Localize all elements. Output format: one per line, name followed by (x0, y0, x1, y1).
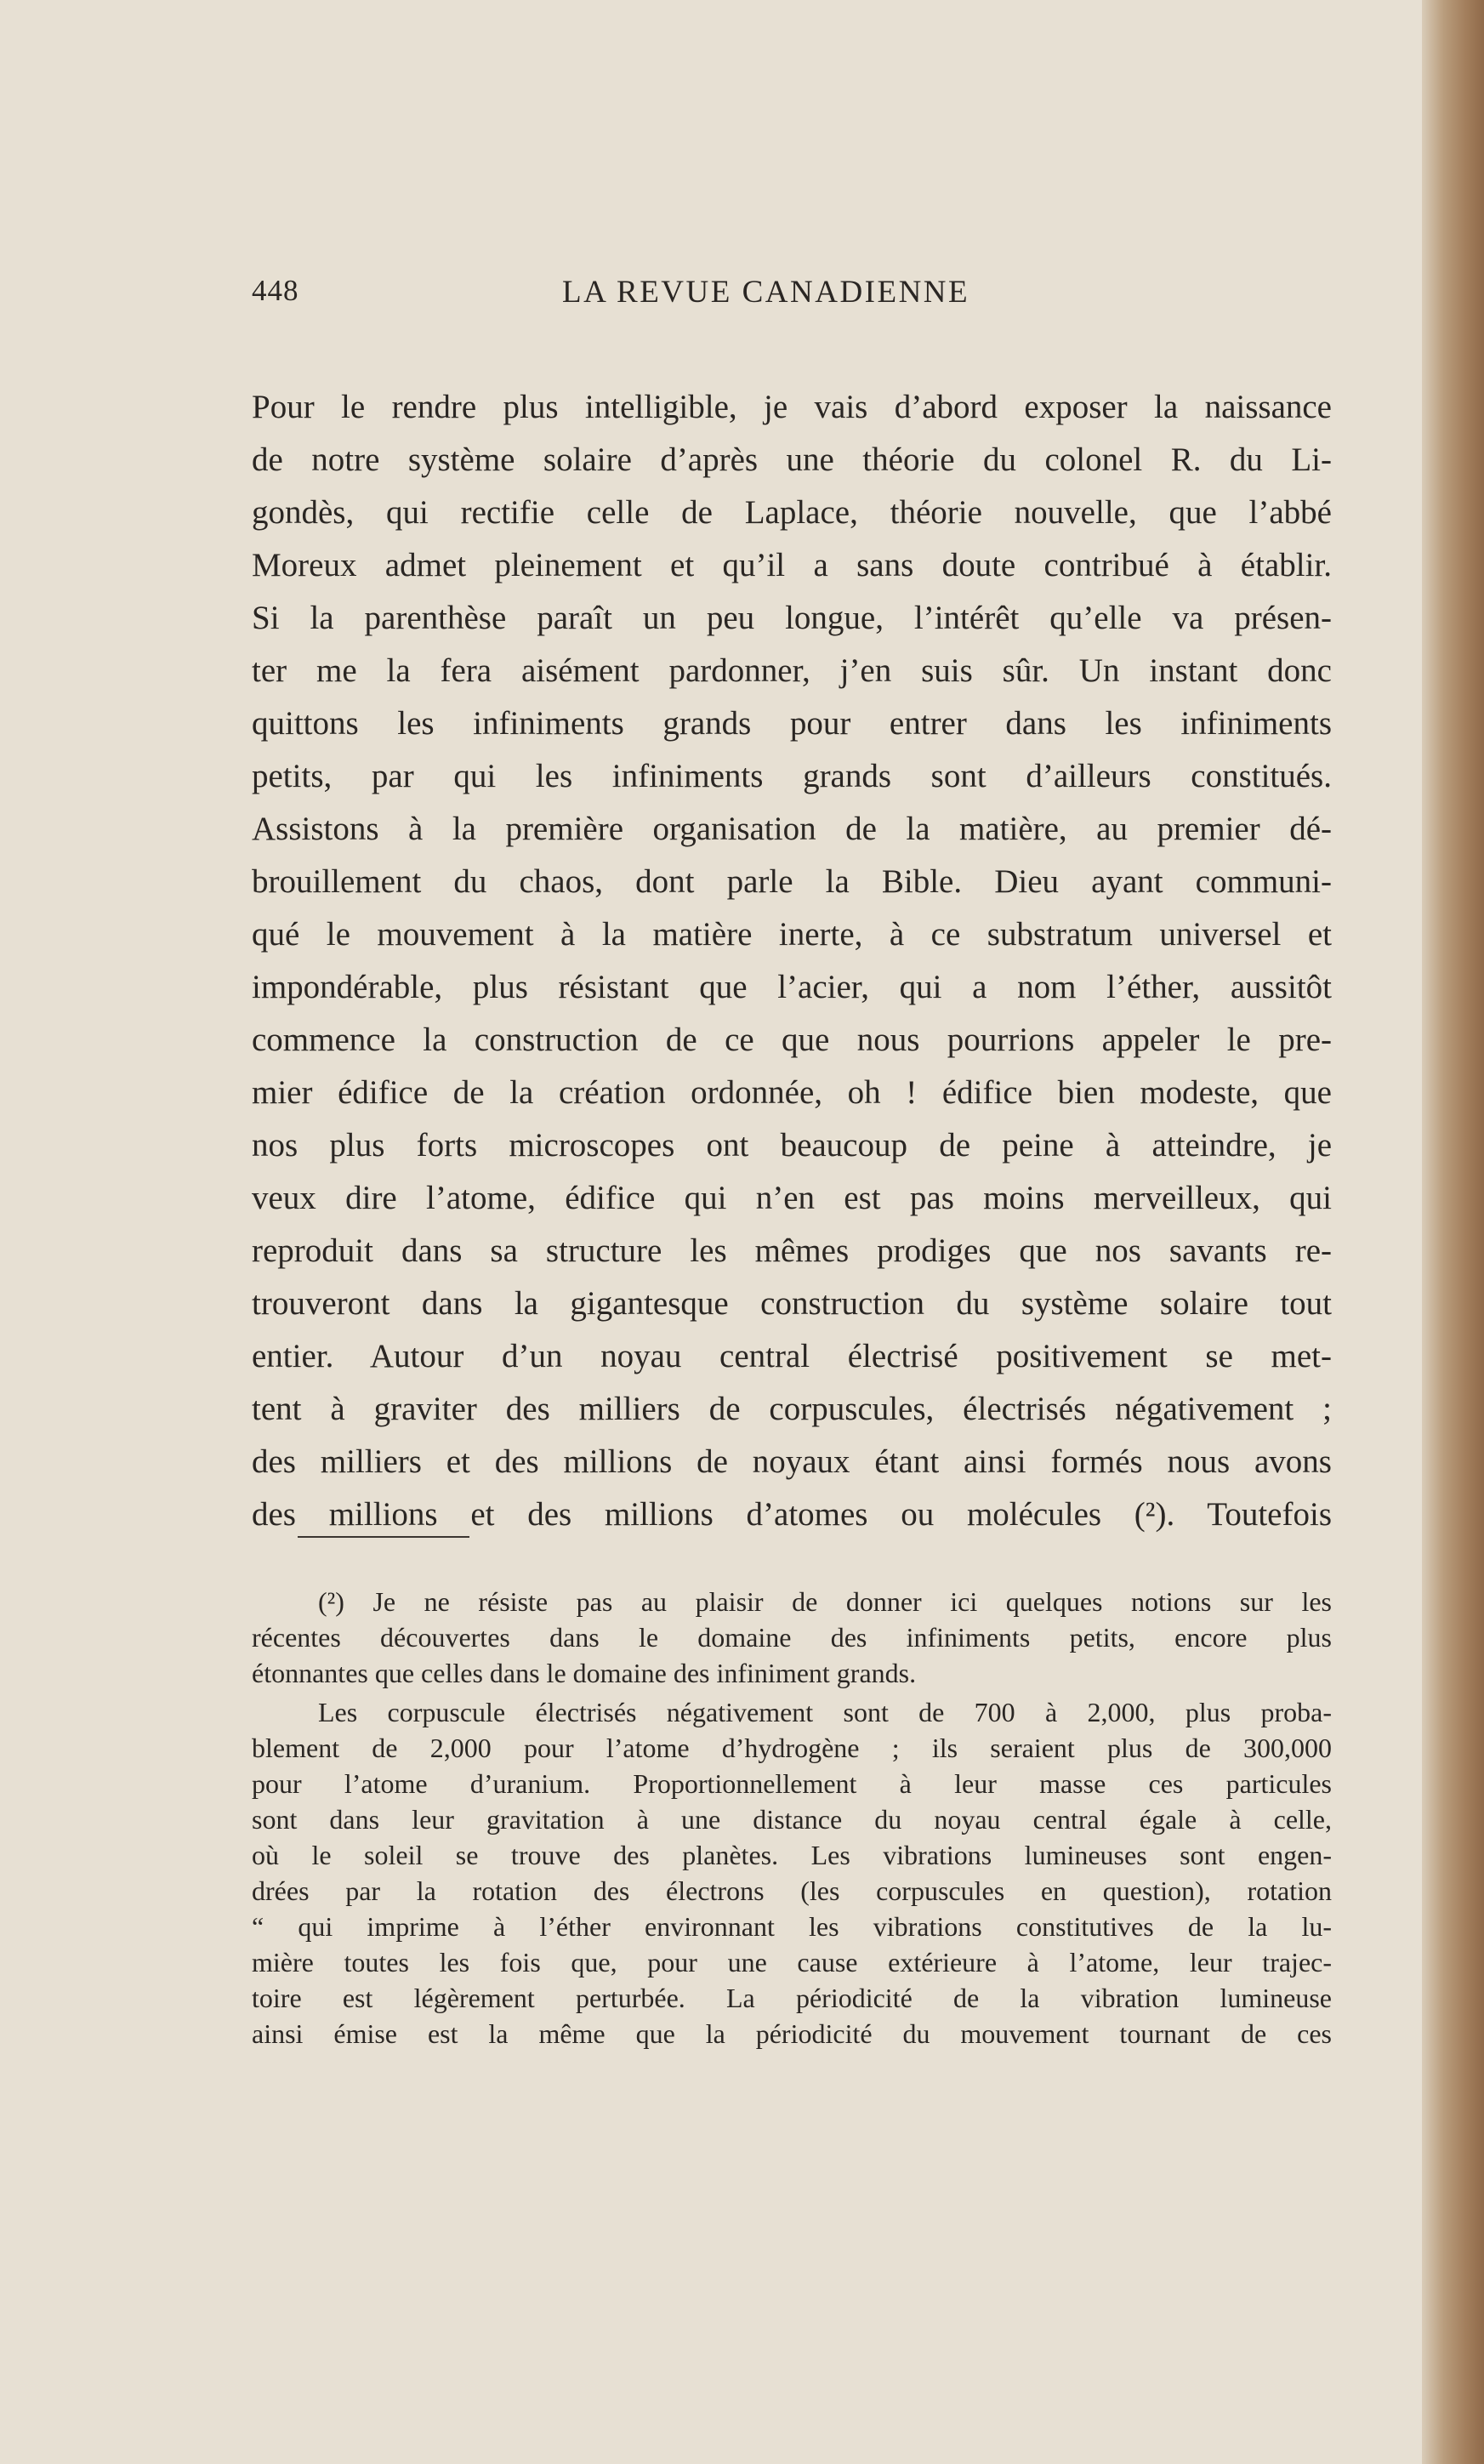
footnote-line: toire est légèrement perturbée. La périodicité de la vibration lumineuse (252, 1983, 1332, 2013)
footnote-line: étonnantes que celles dans le domaine des infiniment grands. (252, 1658, 917, 1688)
footnote-line: drées par la rotation des électrons (les corpuscules en question), rotation (252, 1875, 1332, 1906)
text-line: tent à graviter des milliers de corpuscules, électrisés négativement ; (252, 1391, 1332, 1427)
text-line: gondès, qui rectifie celle de Laplace, théorie nouvelle, que l’abbé (252, 494, 1332, 531)
footnote-line: sont dans leur gravitation à une distance du noyau central égale à celle, (252, 1804, 1332, 1835)
footnote-line: Les corpuscule électrisés négativement sont de 700 à 2,000, plus proba- (318, 1697, 1332, 1727)
text-line: quittons les infiniments grands pour entrer dans les infiniments (252, 705, 1332, 742)
footnote-line: où le soleil se trouve des planètes. Les vibrations lumineuses sont engen- (252, 1840, 1332, 1870)
text-line: reproduit dans sa structure les mêmes prodiges que nos savants re- (252, 1232, 1332, 1269)
text-line: Moreux admet pleinement et qu’il a sans doute contribué à établir. (252, 547, 1332, 583)
text-line: veux dire l’atome, édifice qui n’en est pas moins merveilleux, qui (252, 1180, 1332, 1216)
text-line: commence la construction de ce que nous pourrions appeler le pre- (252, 1021, 1332, 1058)
footnote-line: blement de 2,000 pour l’atome d’hydrogène ; ils seraient plus de 300,000 (252, 1733, 1332, 1763)
text-line: entier. Autour d’un noyau central électrisé positivement se met- (252, 1338, 1332, 1374)
running-title: LA REVUE CANADIENNE (562, 275, 970, 310)
footnote-line: récentes découvertes dans le domaine des infiniments petits, encore plus (252, 1622, 1332, 1653)
footnote-separator (298, 1536, 469, 1538)
page-number: 448 (252, 274, 299, 307)
text-line: Si la parenthèse paraît un peu longue, l’intérêt qu’elle va présen- (252, 600, 1332, 636)
main-text (252, 381, 1332, 1541)
footnote-line: mière toutes les fois que, pour une cause extérieure à l’atome, leur trajec- (252, 1947, 1332, 1977)
text-line: impondérable, plus résistant que l’acier, qui a nom l’éther, aussitôt (252, 969, 1332, 1005)
footnote-line: (²) Je ne résiste pas au plaisir de donner ici quelques notions sur les (318, 1586, 1332, 1617)
text-line: ter me la fera aisément pardonner, j’en suis sûr. Un instant donc (252, 652, 1332, 689)
text-line: des millions et des millions d’atomes ou molécules (²). Toutefois (252, 1496, 1332, 1533)
footnote-line: “ qui imprime à l’éther environnant les vibrations constitutives de la lu- (252, 1911, 1332, 1942)
text-line: nos plus forts microscopes ont beaucoup de peine à atteindre, je (252, 1127, 1332, 1164)
text-line: petits, par qui les infiniments grands sont d’ailleurs constitués. (252, 758, 1332, 794)
footnote-line: pour l’atome d’uranium. Proportionnellement à leur masse ces particules (252, 1768, 1332, 1799)
text-line: mier édifice de la création ordonnée, oh ! édifice bien modeste, que (252, 1074, 1332, 1111)
page-edge-shadow (1422, 0, 1484, 2464)
text-line: qué le mouvement à la matière inerte, à ce substratum universel et (252, 916, 1332, 953)
text-line: Assistons à la première organisation de la matière, au premier dé- (252, 811, 1332, 847)
text-line: de notre système solaire d’après une théorie du colonel R. du Li- (252, 441, 1332, 478)
text-line: trouveront dans la gigantesque construction du système solaire tout (252, 1285, 1332, 1322)
text-line: brouillement du chaos, dont parle la Bible. Dieu ayant communi- (252, 863, 1332, 900)
page-header (252, 274, 1332, 316)
footnote-line: ainsi émise est la même que la périodicité du mouvement tournant de ces (252, 2018, 1332, 2049)
text-line: des milliers et des millions de noyaux étant ainsi formés nous avons (252, 1443, 1332, 1480)
footnote (252, 1584, 1332, 2051)
text-line: Pour le rendre plus intelligible, je vais d’abord exposer la naissance (252, 389, 1332, 425)
